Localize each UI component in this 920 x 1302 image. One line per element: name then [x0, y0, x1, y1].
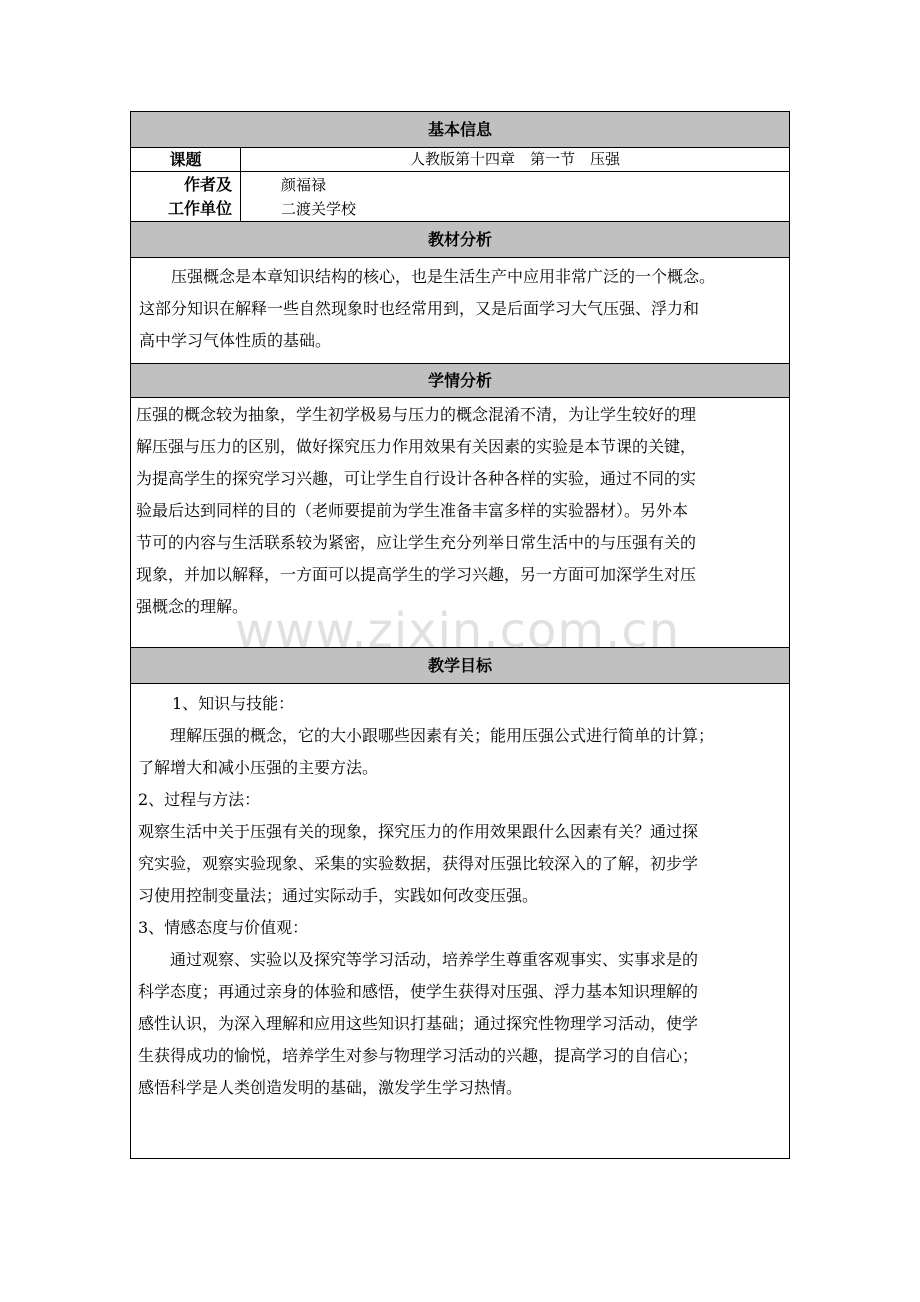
author-school: 二渡关学校 — [281, 200, 357, 218]
text-line: 感性认识，为深入理解和应用这些知识打基础；通过探究性物理学习活动，使学 — [138, 1014, 699, 1033]
teaching-goals-body — [131, 684, 789, 1158]
text-line: 科学态度；再通过亲身的体验和感悟，使学生获得对压强、浮力基本知识理解的 — [138, 982, 699, 1001]
text-line: 压强概念是本章知识结构的核心，也是生活生产中应用非常广泛的一个概念。 — [171, 267, 716, 286]
textbook-analysis-text — [139, 261, 781, 357]
text-line: 高中学习气体性质的基础。 — [139, 331, 332, 350]
author-name: 颜福禄 — [281, 176, 327, 194]
text-line: 解压强与压力的区别，做好探究压力作用效果有关因素的实验是本节课的关键， — [136, 437, 697, 456]
text-line: 通过观察、实验以及探究等学习活动，培养学生尊重客观事实、实事求是的 — [170, 950, 699, 969]
text-line: 究实验，观察实验现象、采集的实验数据，获得对压强比较深入的了解，初步学 — [138, 854, 699, 873]
text-line: 生获得成功的愉悦，培养学生对参与物理学习活动的兴趣，提高学习的自信心； — [138, 1046, 699, 1065]
text-line: 强概念的理解。 — [136, 597, 249, 616]
student-analysis-body — [131, 398, 789, 648]
author-label-line2: 工作单位 — [167, 199, 232, 218]
author-value — [281, 172, 356, 221]
text-line: 压强的概念较为抽象，学生初学极易与压力的概念混淆不清，为让学生较好的理 — [136, 405, 697, 424]
author-label — [131, 172, 241, 221]
teaching-goals-text — [138, 688, 781, 1104]
student-analysis-header — [131, 364, 789, 398]
text-line: 习使用控制变量法；通过实际动手，实践如何改变压强。 — [138, 886, 539, 905]
course-row — [131, 148, 789, 172]
text-line: 这部分知识在解释一些自然现象时也经常用到，又是后面学习大气压强、浮力和 — [139, 299, 700, 318]
textbook-analysis-header — [131, 222, 789, 258]
textbook-analysis-body — [131, 258, 789, 364]
text-line: 验最后达到同样的目的（老师要提前为学生准备丰富多样的实验器材）。另外本 — [136, 501, 689, 520]
goal2-title: 2、过程与方法： — [138, 790, 261, 809]
author-row — [131, 172, 789, 222]
text-line: 节可的内容与生活联系较为紧密，应让学生充分列举日常生活中的与压强有关的 — [136, 533, 697, 552]
text-line: 为提高学生的探究学习兴趣，可让学生自行设计各种各样的实验，通过不同的实 — [136, 469, 697, 488]
basic-info-header — [131, 112, 789, 148]
goal1-title: 1、知识与技能： — [172, 694, 295, 713]
course-value: 人教版第十四章 第一节 压强 — [409, 150, 620, 168]
text-line: 现象，并加以解释，一方面可以提高学生的学习兴趣，另一方面可加深学生对压 — [136, 565, 697, 584]
lesson-plan-table — [130, 111, 790, 1159]
goal3-title: 3、情感态度与价值观： — [138, 918, 309, 937]
teaching-goals-header-text: 教学目标 — [427, 656, 492, 675]
text-line: 感悟科学是人类创造发明的基础，激发学生学习热情。 — [138, 1078, 523, 1097]
text-line: 观察生活中关于压强有关的现象，探究压力的作用效果跟什么因素有关？通过探 — [138, 822, 699, 841]
author-label-line1: 作者及 — [183, 175, 232, 194]
textbook-analysis-header-text: 教材分析 — [427, 230, 492, 249]
text-line: 了解增大和减小压强的主要方法。 — [138, 758, 379, 777]
student-analysis-text — [136, 399, 781, 623]
text-line: 理解压强的概念，它的大小跟哪些因素有关；能用压强公式进行简单的计算； — [170, 726, 715, 745]
basic-info-header-text: 基本信息 — [427, 120, 492, 139]
teaching-goals-header — [131, 648, 789, 684]
student-analysis-header-text: 学情分析 — [427, 371, 492, 390]
watermark-text: www.zixin.com.cn — [235, 603, 681, 659]
course-label: 课题 — [131, 148, 241, 171]
